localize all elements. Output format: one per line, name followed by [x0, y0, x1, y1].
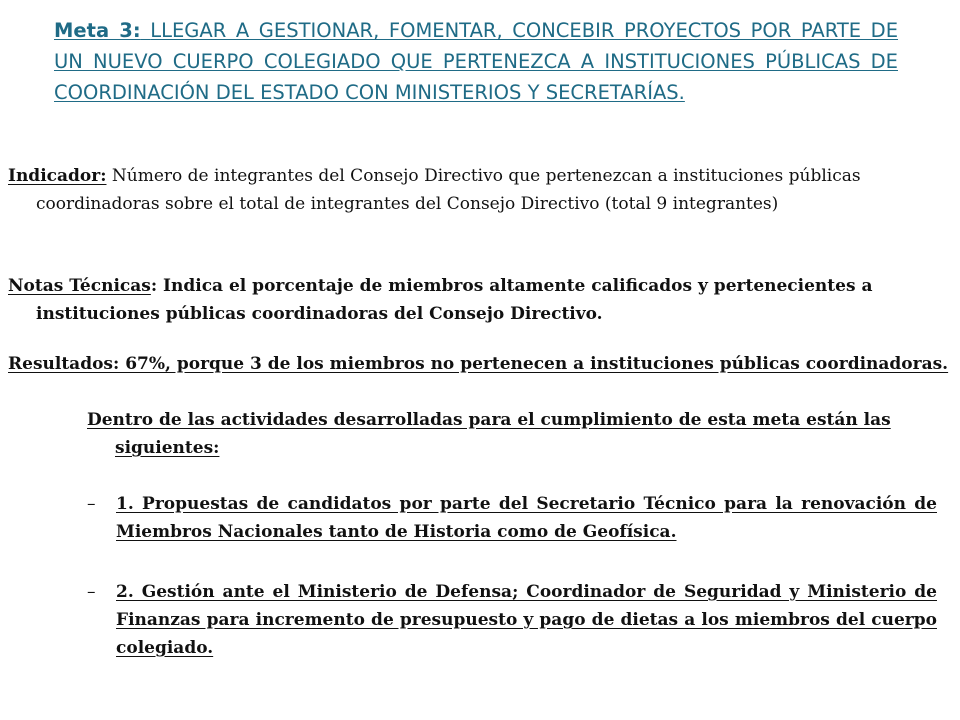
- actividades-intro-text: Dentro de las actividades desarrolladas para el cumplimiento de esta meta están las siguientes:: [87, 410, 891, 458]
- notas-paragraph: [8, 272, 956, 328]
- meta-heading: [54, 15, 898, 108]
- list-item: [87, 490, 937, 546]
- resultados-paragraph: [8, 350, 960, 378]
- list-item-text: 2. Gestión ante el Ministerio de Defensa; Coordinador de Seguridad y Ministerio de Finanzas para incremento de presupuesto y pago de dietas a los miembros del cuerpo colegiado.: [116, 582, 937, 658]
- dash-bullet: –: [87, 494, 96, 514]
- meta-title-text: LLEGAR A GESTIONAR, FOMENTAR, CONCEBIR PROYECTOS POR PARTE DE UN NUEVO CUERPO COLEGIADO QUE PERTENEZCA A INSTITUCIONES PÚBLICAS DE COORDINACIÓN DEL ESTADO CON MINISTERIOS Y SECRETARÍAS.: [54, 19, 899, 104]
- indicador-paragraph: [8, 162, 956, 218]
- indicador-label: Indicador:: [8, 166, 107, 186]
- actividades-intro: [87, 406, 947, 462]
- meta-label: Meta 3:: [54, 19, 141, 42]
- resultados-text: Resultados: 67%, porque 3 de los miembros no pertenecen a instituciones públicas coordinadoras.: [8, 354, 949, 374]
- dash-bullet: –: [87, 582, 96, 602]
- notas-label: Notas Técnicas: [8, 276, 151, 296]
- indicador-text: Número de integrantes del Consejo Directivo que pertenezcan a instituciones públicas coordinadoras sobre el total de integrantes del Consejo Directivo (total 9 integrantes): [36, 166, 861, 214]
- list-item: [87, 578, 937, 662]
- list-item-text: 1. Propuestas de candidatos por parte del Secretario Técnico para la renovación de Miembros Nacionales tanto de Historia como de Geofísica.: [116, 494, 937, 542]
- notas-text: : Indica el porcentaje de miembros altamente calificados y pertenecientes a instituciones públicas coordinadoras del Consejo Directivo.: [36, 276, 873, 324]
